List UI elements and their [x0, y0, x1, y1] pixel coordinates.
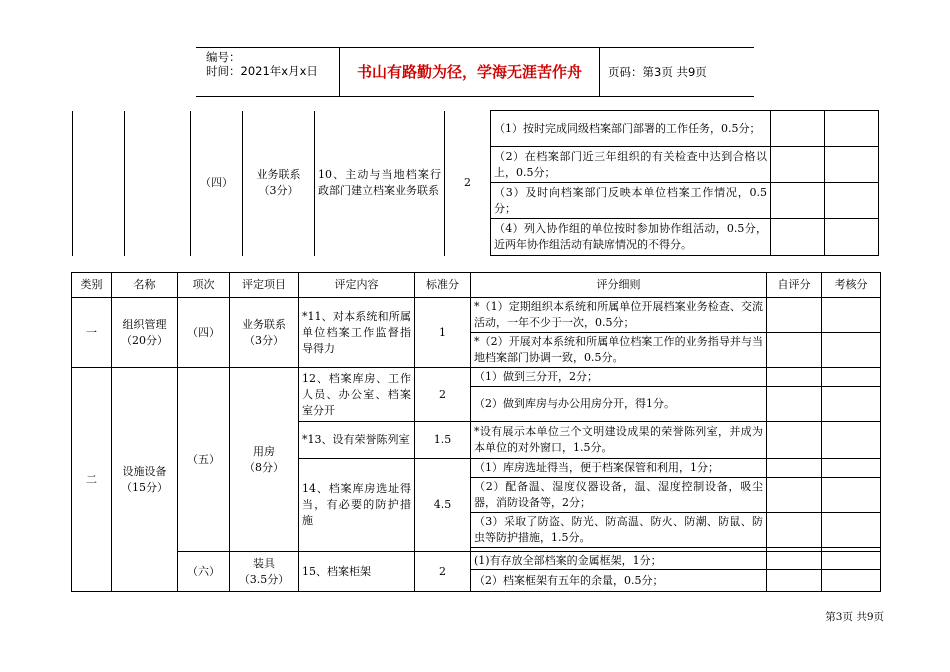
- name-cell: [112, 368, 178, 592]
- std-score-cell: 4.5: [415, 459, 471, 552]
- std-score-cell: 2: [415, 552, 471, 592]
- header-category: 类别: [72, 273, 112, 298]
- item-cell: （六）: [178, 552, 230, 592]
- header-page-label: 页码：第3页 共9页: [608, 65, 707, 79]
- rule-cell: （2）做到库房与办公用房分开，得1分。: [471, 387, 767, 422]
- continued-table: [72, 110, 879, 256]
- rule-cell: （2）配备温、湿度仪器设备，温、湿度控制设备，吸尘器，消防设备等，2分；: [471, 478, 767, 513]
- header-self: 自评分: [767, 273, 822, 298]
- std-score-cell: 2: [445, 111, 491, 256]
- content-cell: 15、档案柜架: [299, 552, 415, 592]
- category-cell: 二: [72, 368, 112, 592]
- content-cell: 14、档案库房选址得当，有必要的防护措施: [299, 459, 415, 552]
- rule-cell: *（2）开展对本系统和所属单位档案工作的业务指导并与当地档案部门协调一致，0.5分。: [471, 333, 767, 368]
- self-score-cell: [767, 570, 822, 592]
- self-score-cell: [771, 219, 825, 256]
- project-cell: [230, 552, 299, 592]
- rule-cell: *设有展示本单位三个文明建设成果的荣誉陈列室，并成为本单位的对外窗口，1.5分。: [471, 422, 767, 459]
- header-audit: 考核分: [822, 273, 881, 298]
- content-cell: *13、设有荣誉陈列室: [299, 422, 415, 459]
- std-score-cell: 1: [415, 298, 471, 368]
- audit-score-cell: [822, 298, 881, 333]
- project-name: 业务联系: [256, 168, 301, 181]
- item-cell: （五）: [178, 368, 230, 552]
- self-score-cell: [767, 368, 822, 387]
- self-score-cell: [767, 478, 822, 513]
- audit-score-cell: [825, 219, 879, 256]
- audit-score-cell: [822, 478, 881, 513]
- std-score-cell: 1.5: [415, 422, 471, 459]
- audit-score-cell: [822, 552, 881, 570]
- evaluation-table: [71, 272, 881, 592]
- audit-score-cell: [822, 368, 881, 387]
- content-cell: 10、主动与当地档案行政部门建立档案业务联系: [315, 111, 445, 256]
- document-header: [196, 47, 754, 97]
- project-score: （8分）: [244, 460, 284, 474]
- category-score: （20分）: [121, 333, 168, 347]
- project-cell: [230, 298, 299, 368]
- project-score: （3分）: [258, 184, 299, 197]
- audit-score-cell: [822, 333, 881, 368]
- content-cell: *11、对本系统和所属单位档案工作监督指导得力: [299, 298, 415, 368]
- header-std: 标准分: [415, 273, 471, 298]
- audit-score-cell: [822, 459, 881, 478]
- rule-cell: （4）列入协作组的单位按时参加协作组活动，0.5分，近两年协作组活动有缺席情况的不得分。: [491, 219, 771, 256]
- category-name: 设施设备: [122, 464, 167, 478]
- audit-score-cell: [822, 387, 881, 422]
- project-name: 装具: [253, 556, 275, 570]
- audit-score-cell: [825, 111, 879, 147]
- header-item: 项次: [178, 273, 230, 298]
- content-cell: 12、档案库房、工作人员、办公室、档案室分开: [299, 368, 415, 422]
- rule-cell: （3）及时向档案部门反映本单位档案工作情况，0.5分；: [491, 183, 771, 219]
- page-footer: 第3页 共9页: [825, 611, 884, 623]
- self-score-cell: [771, 183, 825, 219]
- rule-cell: （1）按时完成同级档案部门部署的工作任务，0.5分；: [491, 111, 771, 147]
- rule-cell: （1）做到三分开，2分；: [471, 368, 767, 387]
- audit-score-cell: [822, 570, 881, 592]
- self-score-cell: [767, 422, 822, 459]
- self-score-cell: [767, 387, 822, 422]
- category-cell: 一: [72, 298, 112, 368]
- audit-score-cell: [822, 513, 881, 548]
- name-cell: [125, 111, 191, 256]
- rule-cell: （2）档案框架有五年的余量，0.5分；: [471, 570, 767, 592]
- category-score: （15分）: [121, 480, 168, 494]
- audit-score-cell: [825, 183, 879, 219]
- rule-cell: （3）采取了防盗、防光、防高温、防火、防潮、防鼠、防虫等防护措施，1.5分。: [471, 513, 767, 548]
- project-score: （3.5分）: [238, 572, 290, 586]
- self-score-cell: [767, 459, 822, 478]
- header-project: 评定项目: [230, 273, 299, 298]
- self-score-cell: [767, 298, 822, 333]
- header-name: 名称: [112, 273, 178, 298]
- header-content: 评定内容: [299, 273, 415, 298]
- self-score-cell: [767, 513, 822, 548]
- category-cell: [73, 111, 125, 256]
- item-cell: （四）: [178, 298, 230, 368]
- project-cell: [230, 368, 299, 552]
- self-score-cell: [771, 111, 825, 147]
- name-cell: [112, 298, 178, 368]
- project-score: （3分）: [244, 333, 284, 347]
- header-meta: [206, 50, 339, 94]
- project-name: 用房: [253, 444, 275, 458]
- header-motto: 书山有路勤为径，学海无涯苦作舟: [356, 63, 582, 81]
- audit-score-cell: [822, 422, 881, 459]
- self-score-cell: [767, 552, 822, 570]
- rule-cell: （2）在档案部门近三年组织的有关检查中达到合格以上，0.5分；: [491, 147, 771, 183]
- self-score-cell: [771, 147, 825, 183]
- self-score-cell: [767, 333, 822, 368]
- audit-score-cell: [825, 147, 879, 183]
- project-name: 业务联系: [242, 317, 286, 331]
- doc-time-label: 时间：2021年x月x日: [206, 64, 318, 78]
- std-score-cell: 2: [415, 368, 471, 422]
- doc-number-label: 编号：: [206, 50, 241, 64]
- header-divider: [599, 48, 600, 96]
- header-detail: 评分细则: [471, 273, 767, 298]
- rule-cell: (1)有存放全部档案的金属框架，1分；: [471, 552, 767, 570]
- project-cell: [243, 111, 315, 256]
- category-name: 组织管理: [122, 317, 167, 331]
- rule-cell: （1）库房选址得当，便于档案保管和利用，1分；: [471, 459, 767, 478]
- rule-cell: *（1）定期组织本系统和所属单位开展档案业务检查、交流活动，一年不少于一次，0.5分；: [471, 298, 767, 333]
- item-cell: （四）: [191, 111, 243, 256]
